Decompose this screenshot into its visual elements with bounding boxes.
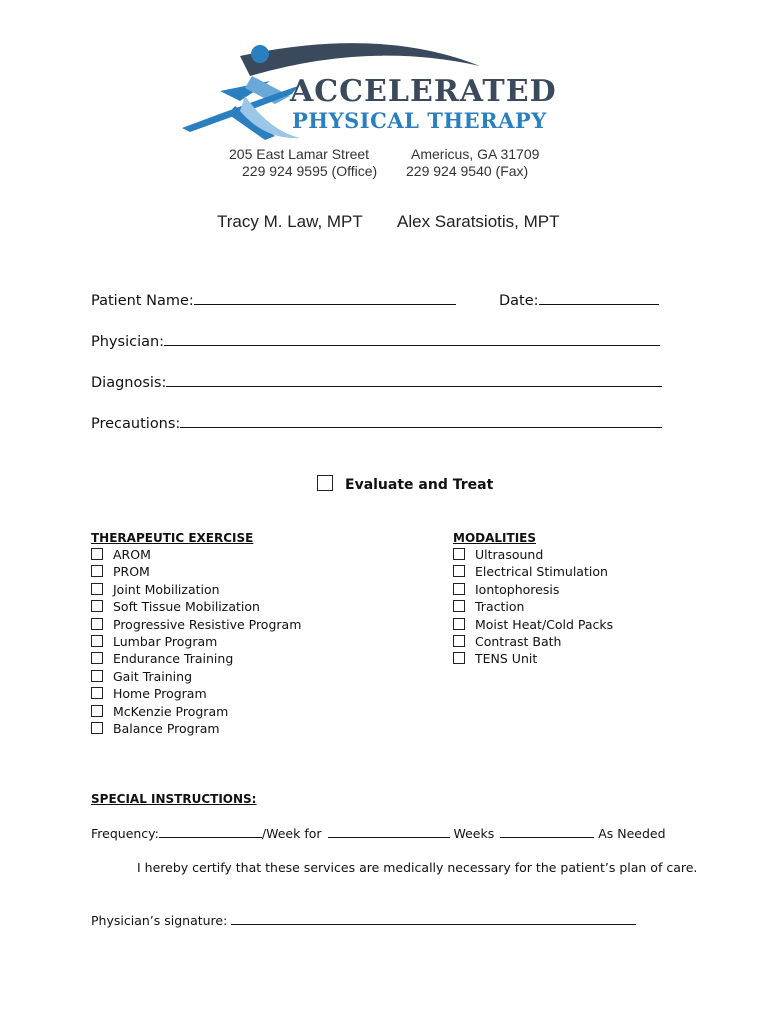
therapist-2: Alex Saratsiotis, MPT <box>397 212 560 231</box>
checkbox[interactable] <box>91 635 103 647</box>
item-label: Iontophoresis <box>475 581 560 597</box>
checkbox[interactable] <box>453 583 465 595</box>
checkbox[interactable] <box>453 635 465 647</box>
logo-line2: PHYSICAL THERAPY <box>292 108 547 133</box>
checkbox[interactable] <box>91 652 103 664</box>
item-label: Endurance Training <box>113 651 234 667</box>
item-label: Balance Program <box>113 720 220 736</box>
item-label: Home Program <box>113 686 207 702</box>
therapist-1: Tracy M. Law, MPT <box>217 212 363 231</box>
item-label: Contrast Bath <box>475 633 562 649</box>
checkbox[interactable] <box>453 600 465 612</box>
physician-line[interactable] <box>164 331 660 346</box>
as-needed-label: As Needed <box>598 826 666 841</box>
checkbox[interactable] <box>91 722 103 734</box>
date-label: Date: <box>499 293 539 309</box>
logo-line1: ACCELERATED <box>290 74 557 109</box>
modality-item[interactable] <box>453 563 613 580</box>
special-instructions-heading: SPECIAL INSTRUCTIONS: <box>91 792 257 806</box>
as-needed-line[interactable] <box>500 825 594 838</box>
therapeutic-item[interactable] <box>91 616 301 633</box>
item-label: TENS Unit <box>475 651 538 667</box>
checkbox[interactable] <box>453 548 465 560</box>
fax-phone: 229 924 9540 (Fax) <box>406 163 529 179</box>
date-line[interactable] <box>539 290 659 305</box>
item-label: Traction <box>475 599 525 615</box>
item-label: Ultrasound <box>475 547 544 562</box>
modality-item[interactable] <box>453 598 613 615</box>
item-label: AROM <box>113 547 151 562</box>
item-label: Progressive Resistive Program <box>113 616 302 632</box>
evaluate-treat-checkbox[interactable] <box>317 475 333 491</box>
item-label: Moist Heat/Cold Packs <box>475 616 614 632</box>
frequency-line[interactable] <box>159 825 262 838</box>
checkbox[interactable] <box>91 548 103 560</box>
signature-row[interactable] <box>91 912 636 928</box>
therapeutic-item[interactable] <box>91 633 301 650</box>
city-address: Americus, GA 31709 <box>411 146 540 162</box>
diagnosis-field[interactable] <box>91 372 662 391</box>
precautions-label: Precautions: <box>91 416 181 432</box>
checkbox[interactable] <box>91 583 103 595</box>
checkbox[interactable] <box>91 565 103 577</box>
diagnosis-line[interactable] <box>166 372 662 387</box>
modalities-list <box>453 546 613 668</box>
checkbox[interactable] <box>91 600 103 612</box>
therapeutic-item[interactable] <box>91 720 301 737</box>
item-label: Gait Training <box>113 668 193 684</box>
item-label: Joint Mobilization <box>113 581 220 597</box>
certification-text: I hereby certify that these services are medically necessary for the patient’s plan of care. <box>137 860 698 875</box>
therapeutic-item[interactable] <box>91 650 301 667</box>
therapeutic-item[interactable] <box>91 546 301 563</box>
patient-name-label: Patient Name: <box>91 293 194 309</box>
modality-item[interactable] <box>453 616 613 633</box>
modality-item[interactable] <box>453 650 613 667</box>
therapeutic-item[interactable] <box>91 563 301 580</box>
office-phone: 229 924 9595 (Office) <box>242 163 378 179</box>
therapeutic-list <box>91 546 301 737</box>
item-label: Lumbar Program <box>113 633 218 649</box>
item-label: Electrical Stimulation <box>475 564 608 580</box>
therapeutic-heading: THERAPEUTIC EXERCISE <box>91 531 254 545</box>
diagnosis-label: Diagnosis: <box>91 375 167 391</box>
street-address: 205 East Lamar Street <box>229 146 370 162</box>
checkbox[interactable] <box>91 705 103 717</box>
patient-name-line[interactable] <box>194 290 456 305</box>
checkbox[interactable] <box>91 618 103 630</box>
checkbox[interactable] <box>453 565 465 577</box>
checkbox[interactable] <box>453 618 465 630</box>
frequency-label: Frequency: <box>91 826 159 841</box>
physician-label: Physician: <box>91 334 165 350</box>
modality-item[interactable] <box>453 633 613 650</box>
week-for-label: /Week for <box>261 826 322 841</box>
weeks-line[interactable] <box>328 825 450 838</box>
checkbox[interactable] <box>91 687 103 699</box>
modalities-heading: MODALITIES <box>453 531 536 545</box>
item-label: Soft Tissue Mobilization <box>113 599 260 615</box>
item-label: McKenzie Program <box>113 703 229 719</box>
therapeutic-item[interactable] <box>91 581 301 598</box>
physician-field[interactable] <box>91 331 660 350</box>
checkbox[interactable] <box>91 670 103 682</box>
therapeutic-item[interactable] <box>91 685 301 702</box>
precautions-line[interactable] <box>180 413 662 428</box>
company-logo <box>180 36 600 148</box>
modality-item[interactable] <box>453 546 613 563</box>
therapeutic-item[interactable] <box>91 668 301 685</box>
therapeutic-item[interactable] <box>91 703 301 720</box>
frequency-row <box>91 825 666 841</box>
date-field[interactable] <box>499 290 659 309</box>
therapeutic-item[interactable] <box>91 598 301 615</box>
patient-name-field[interactable] <box>91 290 456 309</box>
evaluate-treat-option[interactable] <box>317 475 493 493</box>
modality-item[interactable] <box>453 581 613 598</box>
precautions-field[interactable] <box>91 413 662 432</box>
signature-label: Physician’s signature: <box>91 913 228 928</box>
signature-line[interactable] <box>231 912 636 925</box>
checkbox[interactable] <box>453 652 465 664</box>
evaluate-treat-label: Evaluate and Treat <box>345 477 494 493</box>
item-label: PROM <box>113 564 150 580</box>
weeks-label: Weeks <box>453 826 495 841</box>
